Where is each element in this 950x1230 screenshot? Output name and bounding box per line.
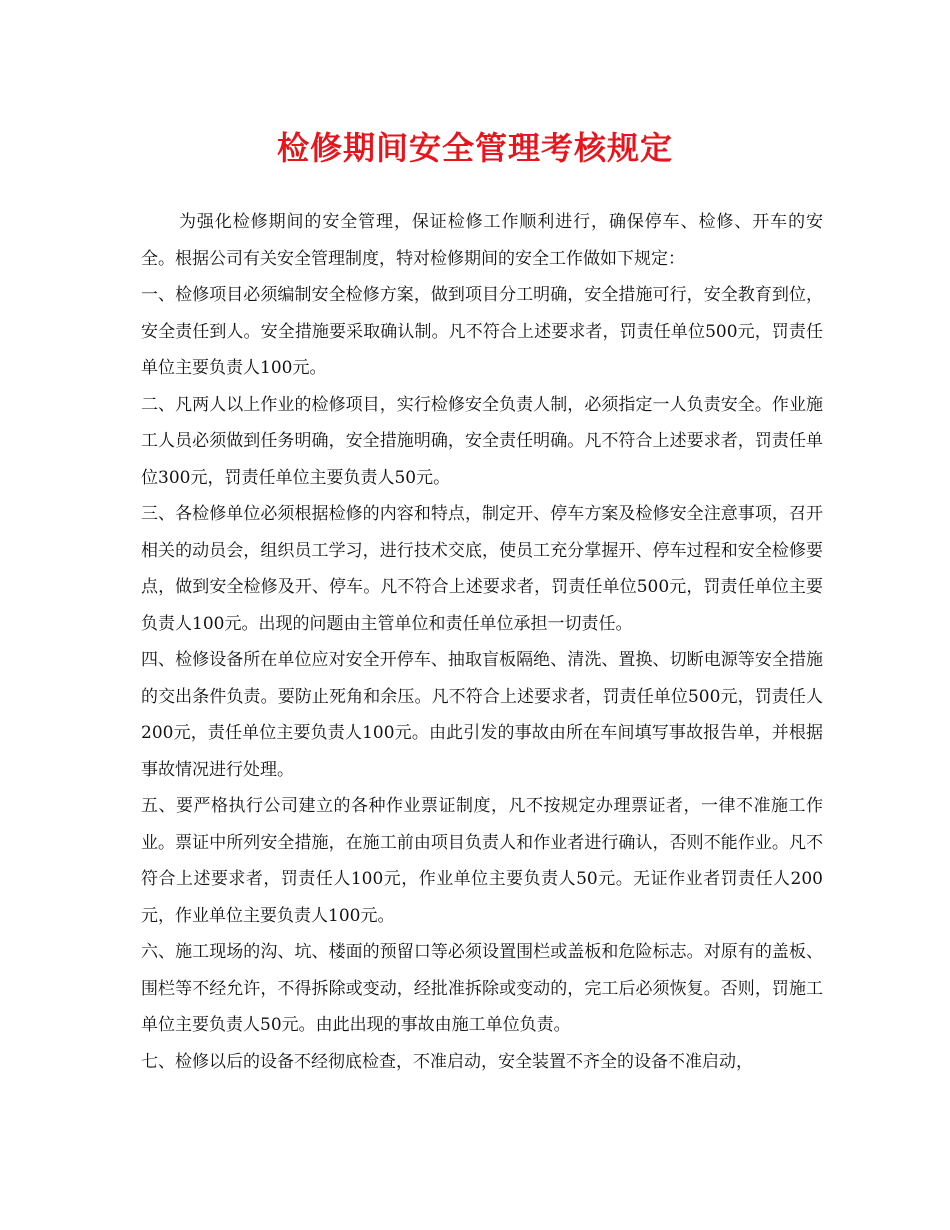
rule-paragraph-3: 三、各检修单位必须根据检修的内容和特点，制定开、停车方案及检修安全注意事项，召开相关的动员会，组织员工学习，进行技术交底，使员工充分掌握开、停车过程和安全检修要点，做到安全检修及开、停车。凡不符合上述要求者，罚责任单位500元，罚责任单位主要负责人100元。出现的问题由主管单位和责任单位承担一切责任。 [141, 504, 823, 634]
rule-paragraph-4: 四、检修设备所在单位应对安全开停车、抽取盲板隔绝、清洗、置换、切断电源等安全措施的交出条件负责。要防止死角和余压。凡不符合上述要求者，罚责任单位500元，罚责任人200元，责任单位主要负责人100元。由此引发的事故由所在车间填写事故报告单，并根据事故情况进行处理。 [141, 650, 823, 780]
rule-paragraph-2: 二、凡两人以上作业的检修项目，实行检修安全负责人制，必须指定一人负责安全。作业施工人员必须做到任务明确，安全措施明确，安全责任明确。凡不符合上述要求者，罚责任单位300元，罚责任单位主要负责人50元。 [141, 394, 823, 488]
rule-paragraph-1: 一、检修项目必须编制安全检修方案，做到项目分工明确，安全措施可行，安全教育到位，安全责任到人。安全措施要采取确认制。凡不符合上述要求者，罚责任单位500元，罚责任单位主要负责人100元。 [141, 285, 823, 378]
document-body [141, 204, 823, 1080]
rule-paragraph-6: 六、施工现场的沟、坑、楼面的预留口等必须设置围栏或盖板和危险标志。对原有的盖板、围栏等不经允许，不得拆除或变动，经批准拆除或变动的，完工后必须恢复。否则，罚施工单位主要负责人50元。由此出现的事故由施工单位负责。 [141, 942, 823, 1035]
intro-paragraph: 为强化检修期间的安全管理，保证检修工作顺利进行，确保停车、检修、开车的安全。根据公司有关安全管理制度，特对检修期间的安全工作做如下规定： [141, 212, 823, 269]
rule-paragraph-5: 五、要严格执行公司建立的各种作业票证制度，凡不按规定办理票证者，一律不准施工作业。票证中所列安全措施，在施工前由项目负责人和作业者进行确认，否则不能作业。凡不符合上述要求者，罚责任人100元，作业单位主要负责人50元。无证作业者罚责任人200元，作业单位主要负责人100元。 [141, 796, 823, 926]
document-title: 检修期间安全管理考核规定 [276, 129, 673, 167]
rule-paragraph-7: 七、检修以后的设备不经彻底检查，不准启动，安全装置不齐全的设备不准启动， [141, 1051, 753, 1072]
